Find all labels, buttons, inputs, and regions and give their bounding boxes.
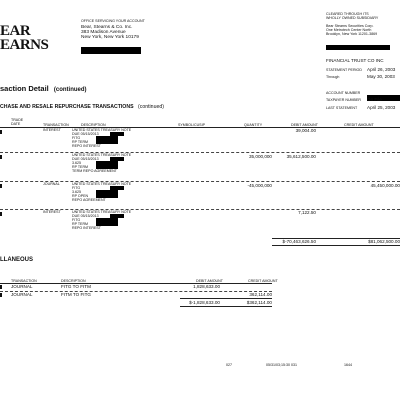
statement-period-value: April 26, 2003: [367, 67, 396, 72]
section-title-text: saction Detail: [0, 84, 49, 93]
misc-transaction-type: JOURNAL: [11, 292, 33, 297]
misc-debit: 1,828,633.00: [193, 284, 220, 289]
footer-code: 1644: [344, 363, 352, 367]
clearing-street: One Metrotech Center North: [326, 28, 372, 32]
description-line: RP TERM: [72, 222, 89, 226]
logo-line-1: EAR: [0, 23, 31, 39]
misc-column-credit: CREDIT AMOUNT: [248, 279, 278, 283]
row-separator: [0, 181, 400, 182]
transaction-type: JOURNAL: [43, 182, 60, 186]
statement-period-label: STATEMENT PERIOD: [326, 68, 362, 72]
through-label: Through: [326, 75, 340, 79]
row-separator: [0, 152, 400, 153]
column-trade: TRADE: [11, 118, 24, 122]
column-symbol: SYMBOL/CUSIP: [178, 123, 205, 127]
misc-header-rule: [0, 283, 272, 284]
description-line: RP TERM: [72, 140, 89, 144]
trade-date-stub: [0, 155, 2, 159]
description-line: DUE 05/15/2013: [72, 157, 99, 161]
section-continued: (continued): [53, 87, 87, 93]
office-label: OFFICE SERVICING YOUR ACCOUNT: [81, 19, 145, 23]
clearing-block: [326, 12, 390, 63]
last-statement-label: LAST STATEMENT: [326, 106, 358, 110]
misc-description: FITM TO FITG: [61, 292, 91, 297]
subsection-continued: (continued): [138, 104, 164, 110]
account-number-label: ACCOUNT NUMBER: [326, 91, 361, 95]
total-debit: $-70,463,626.50: [282, 239, 316, 244]
trade-date-stub: [0, 184, 2, 188]
through-value: May 30, 2003: [367, 74, 395, 79]
client-name: FINANCIAL TRUST CO INC: [326, 58, 384, 63]
misc-total-debit: $-1,828,633.00: [189, 300, 220, 305]
column-date: DATE: [11, 122, 21, 126]
quantity-value: 35,000,000: [249, 154, 272, 159]
transaction-type: INTEREST: [43, 210, 61, 214]
footer-page: 027: [226, 363, 232, 367]
misc-date-stub: [0, 293, 2, 297]
clearing-city: Brooklyn, New York 11201-3869: [326, 32, 378, 36]
totals-bottom-rule: [272, 245, 400, 246]
taxpayer-label: TAXPAYER NUMBER: [326, 98, 361, 102]
description-line: FITG: [72, 218, 81, 222]
description-line: REPO INTEREST: [72, 144, 101, 148]
description-line: DUE 05/15/2013: [72, 132, 99, 136]
credit-value: 45,450,000.00: [370, 183, 400, 188]
misc-column-transaction: TRANSACTION: [11, 279, 37, 283]
misc-credit: 362,114.00: [249, 292, 272, 297]
brand-logo: [0, 24, 48, 52]
column-transaction: TRANSACTION: [43, 123, 69, 127]
debit-value: 39,004.00: [295, 128, 316, 133]
description-line: UNITED STATES TREASURY NOTE: [72, 210, 132, 214]
description-line: TERM REPO AGREEMENT: [72, 169, 117, 173]
description-line: FITG: [72, 186, 81, 190]
office-city: New York, New York 10179: [81, 35, 139, 41]
description-line: UNITED STATES TREASURY NOTE: [72, 182, 132, 186]
amount-value: 35,612,500.00: [286, 154, 316, 159]
quantity-value: -45,000,000: [247, 183, 272, 188]
misc-total-credit: $362,114.00: [246, 300, 272, 305]
trade-date-stub: [0, 130, 2, 134]
description-line: 3.625: [72, 161, 81, 165]
footer-stamp: 05/31/03;15:30 031: [266, 363, 297, 367]
misc-totals-rule: [180, 298, 272, 299]
column-quantity: QUANTITY: [244, 123, 263, 127]
trade-date-stub: [0, 212, 2, 216]
column-description: DESCRIPTION: [81, 123, 106, 127]
transaction-type: INTEREST: [43, 128, 61, 132]
redacted-client-line: [326, 39, 390, 57]
misc-column-debit: DEBIT AMOUNT: [196, 279, 223, 283]
subsection-title-text: CHASE AND RESALE REPURCHASE TRANSACTIONS: [0, 104, 134, 110]
description-line: REPO INTEREST: [72, 226, 101, 230]
description-line: 3.625: [72, 190, 81, 194]
misc-transaction-type: JOURNAL: [11, 284, 33, 289]
column-debit: DEBIT AMOUNT: [291, 123, 318, 127]
description-line: RP OPEN: [72, 194, 89, 198]
debit-value: 7,122.50: [298, 210, 316, 215]
misc-totals-bottom-rule: [180, 306, 272, 307]
clearing-name: Bear Stearns Securities Corp.: [326, 24, 374, 28]
description-line: RP TERM: [72, 165, 89, 169]
row-separator: [0, 209, 400, 210]
office-street: 383 Madison Avenue: [81, 30, 126, 36]
description-line: REPO AGREEMENT: [72, 198, 106, 202]
column-credit: CREDIT AMOUNT: [344, 123, 374, 127]
servicing-office-block: [81, 19, 145, 60]
misc-section-title: LLANEOUS: [0, 257, 33, 263]
clearing-line-2: WHOLLY OWNED SUBSIDIARY: [326, 16, 379, 20]
office-name: Bear, Stearns & Co. Inc.: [81, 25, 133, 30]
misc-date-stub: [0, 285, 2, 289]
description-line: FITG: [72, 136, 81, 140]
misc-description: FITG TO FITM: [61, 284, 91, 289]
total-credit: $81,062,500.00: [368, 239, 400, 244]
description-line: UNITED STATES TREASURY NOTE: [72, 153, 132, 157]
last-statement-value: April 25, 2003: [367, 105, 396, 110]
clearing-line-1: CLEARED THROUGH ITS: [326, 12, 369, 16]
redacted-recipient: [81, 42, 145, 60]
misc-column-description: DESCRIPTION: [61, 279, 86, 283]
description-line: DUE 05/15/2013: [72, 214, 99, 218]
taxpayer-value: On File: [367, 97, 382, 102]
logo-line-2: EARNS: [0, 37, 49, 53]
description-line: UNITED STATES TREASURY NOTE: [72, 128, 132, 132]
subsection-title: [0, 104, 164, 110]
section-title: [0, 84, 87, 93]
